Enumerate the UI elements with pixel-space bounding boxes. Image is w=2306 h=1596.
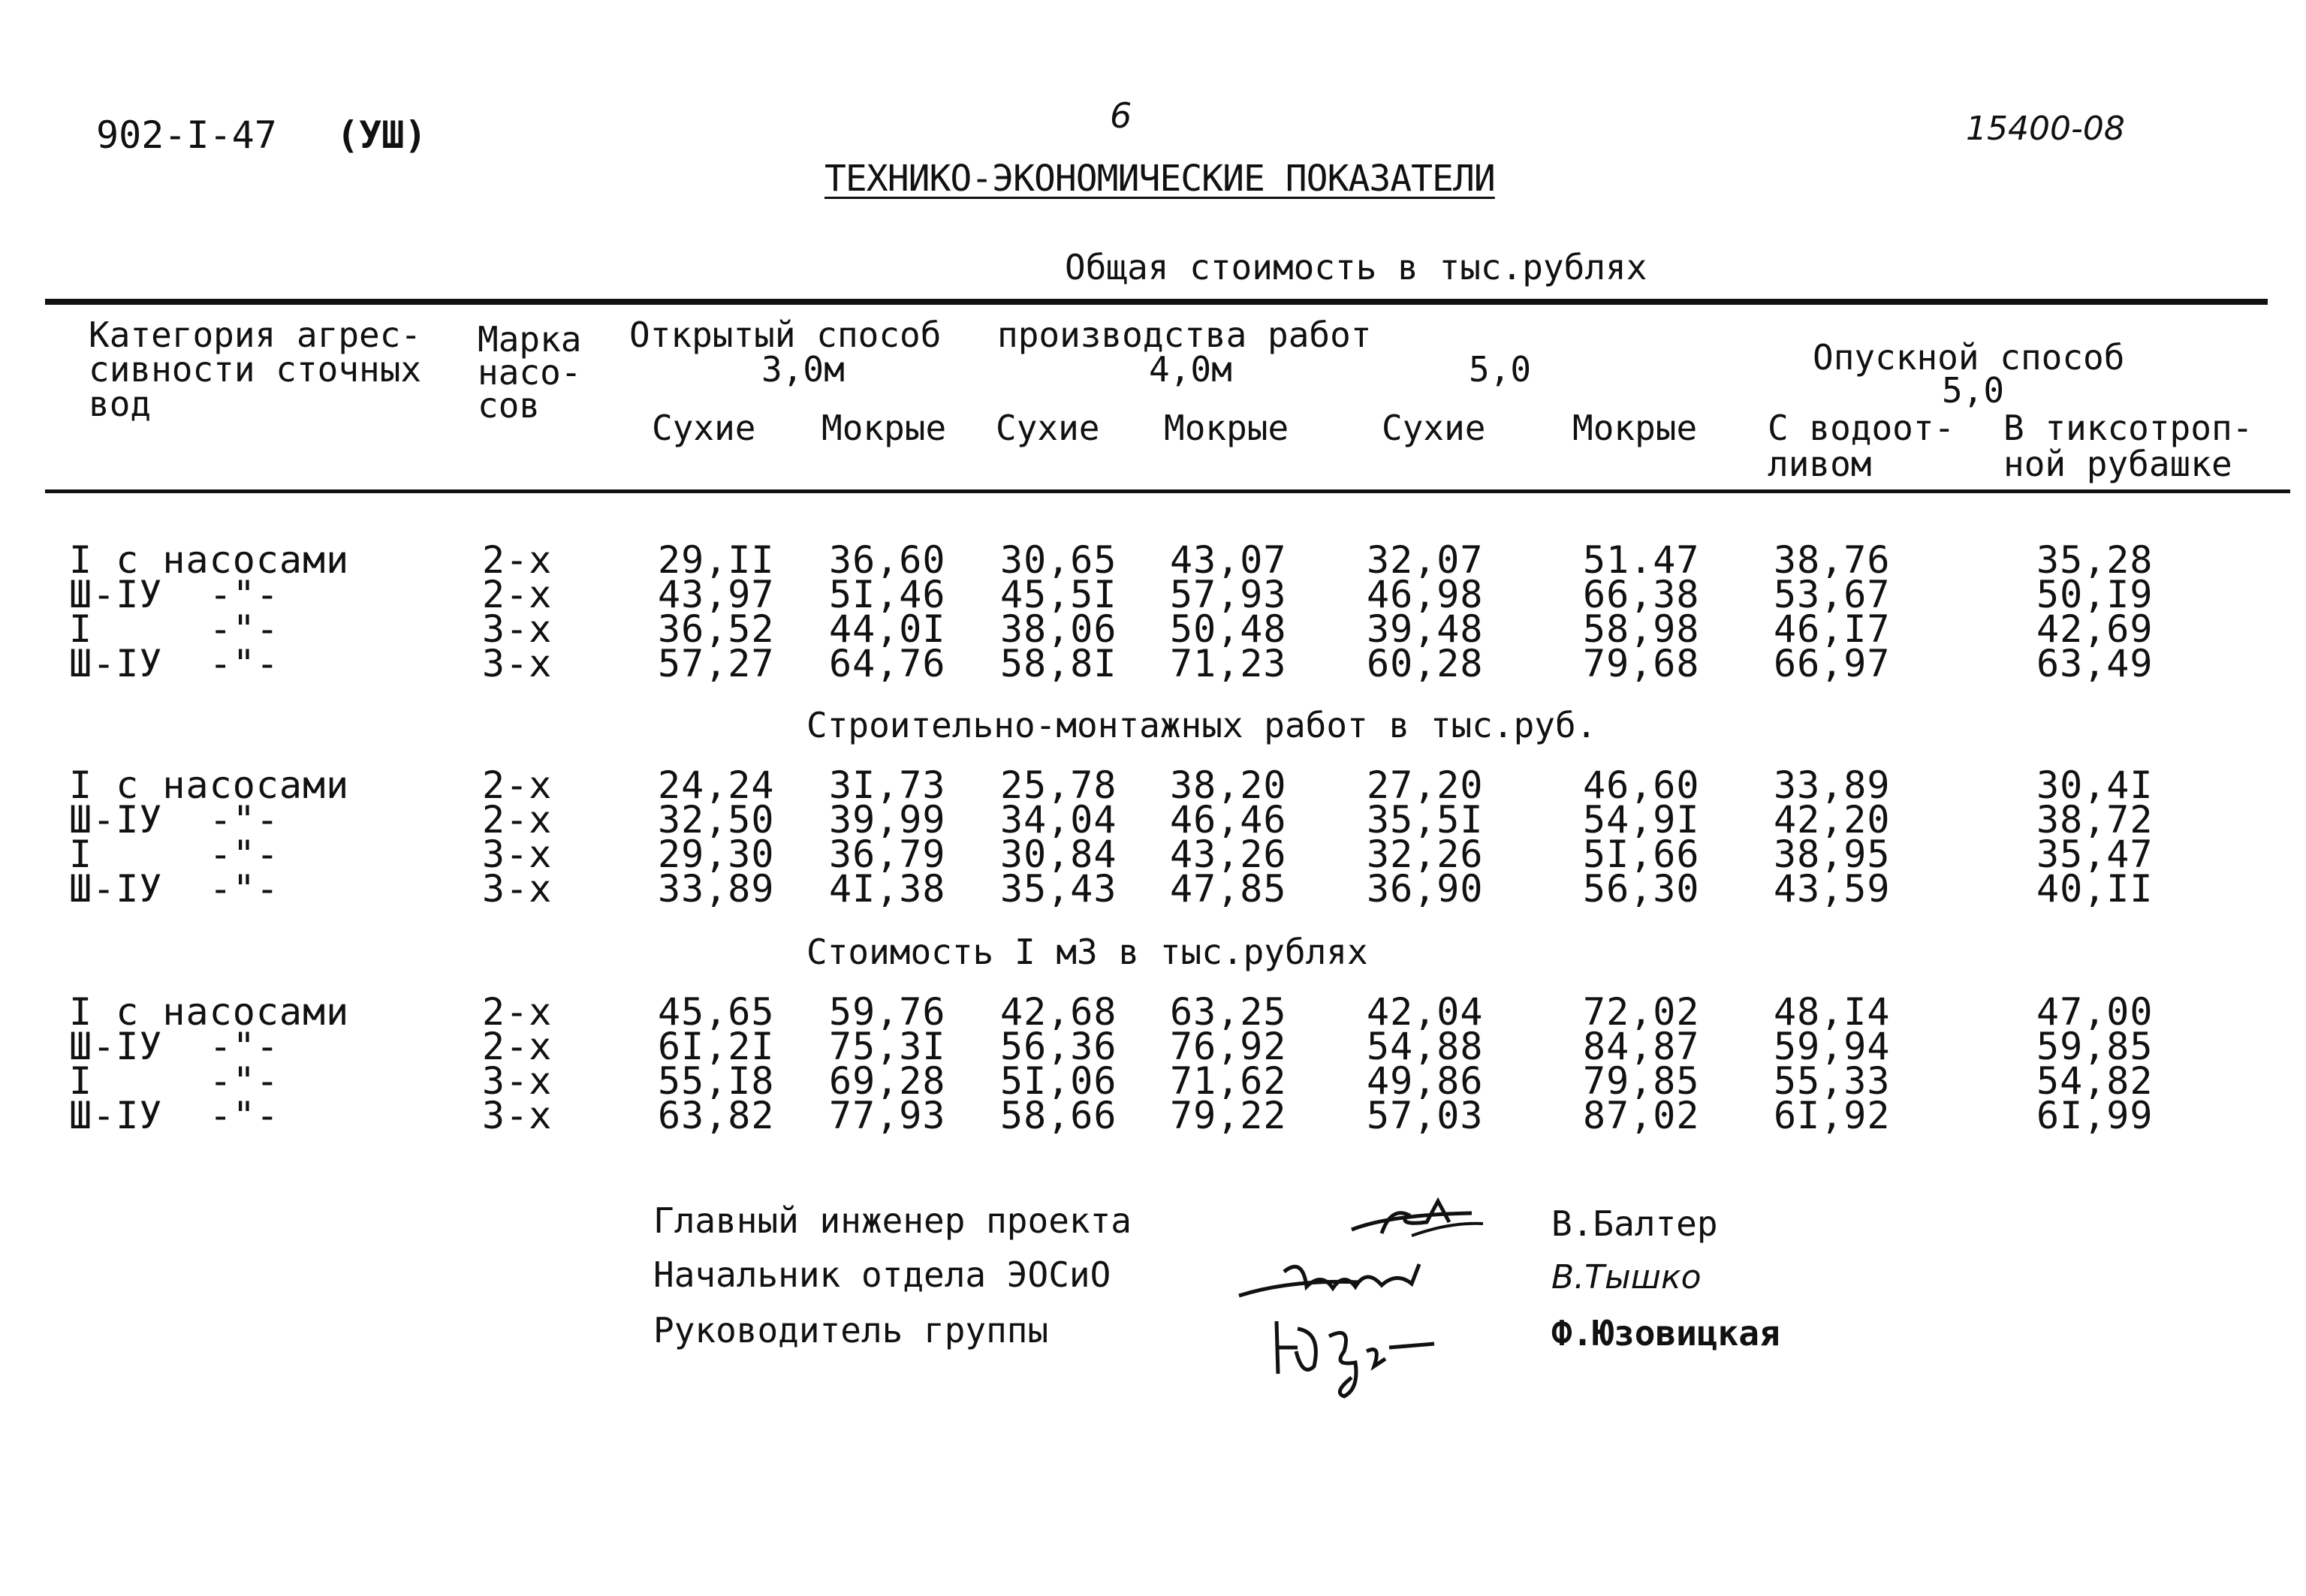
row-value: 57,93	[1170, 573, 1287, 616]
row-value: 55,I8	[658, 1059, 775, 1103]
row-value: 45,65	[658, 990, 775, 1034]
row-value: 87,02	[1583, 1094, 1700, 1137]
document-code: 902-I-47	[96, 113, 277, 157]
row-value: 36,90	[1367, 867, 1484, 911]
row-category: Ш-IУ -"-	[69, 867, 279, 911]
row-value: 29,30	[658, 833, 775, 876]
row-value: 79,85	[1583, 1059, 1700, 1103]
header-pumps-line1: Марка	[478, 319, 582, 360]
row-value: 54,88	[1367, 1025, 1484, 1068]
row-value: 36,52	[658, 607, 775, 651]
header-sink-depth: 5,0	[1942, 370, 2005, 411]
row-value: 42,69	[2036, 607, 2154, 651]
row-value: 43,59	[1774, 867, 1891, 911]
row-value: 58,98	[1583, 607, 1700, 651]
row-value: 38,76	[1774, 538, 1891, 582]
row-value: 42,20	[1774, 798, 1891, 842]
row-value: 35,43	[1000, 867, 1117, 911]
table-caption: Общая стоимость в тыс.рублях	[1065, 247, 1647, 288]
row-value: 38,95	[1774, 833, 1891, 876]
row-value: 56,36	[1000, 1025, 1117, 1068]
row-value: 42,04	[1367, 990, 1484, 1034]
document-code-suffix: (УШ)	[336, 113, 427, 157]
row-value: 5I,06	[1000, 1059, 1117, 1103]
row-value: 6I,92	[1774, 1094, 1891, 1137]
row-value: 49,86	[1367, 1059, 1484, 1103]
row-value: 4I,38	[829, 867, 946, 911]
row-category: I -"-	[69, 607, 279, 651]
row-value: 66,38	[1583, 573, 1700, 616]
page-title: ТЕХНИКО-ЭКОНОМИЧЕСКИЕ ПОКАЗАТЕЛИ	[824, 158, 1495, 200]
signature-role-group-leader: Руководитель группы	[653, 1310, 1049, 1351]
row-value: 30,4I	[2036, 763, 2154, 807]
row-value: 71,23	[1170, 642, 1287, 685]
row-value: 63,49	[2036, 642, 2154, 685]
row-category: Ш-IУ -"-	[69, 1025, 279, 1068]
row-value: 47,00	[2036, 990, 2154, 1034]
row-value: 38,06	[1000, 607, 1117, 651]
row-value: 5I,66	[1583, 833, 1700, 876]
row-value: 46,46	[1170, 798, 1287, 842]
row-category: I с насосами	[69, 538, 350, 582]
row-value: 35,47	[2036, 833, 2154, 876]
row-value: 45,5I	[1000, 573, 1117, 616]
row-value: 42,68	[1000, 990, 1117, 1034]
table-top-rule	[45, 299, 2268, 305]
row-value: 60,28	[1367, 642, 1484, 685]
row-value: 77,93	[829, 1094, 946, 1137]
row-value: 48,I4	[1774, 990, 1891, 1034]
row-value: 58,66	[1000, 1094, 1117, 1137]
header-drainage-line2: ливом	[1768, 444, 1872, 484]
row-value: 57,27	[658, 642, 775, 685]
row-value: 50,I9	[2036, 573, 2154, 616]
row-pumps: 2-х	[482, 573, 553, 616]
row-value: 39,99	[829, 798, 946, 842]
header-wet-5m: Мокрые	[1572, 408, 1698, 448]
row-value: 6I,2I	[658, 1025, 775, 1068]
header-depth-3m: 3,0м	[761, 349, 845, 390]
section-caption-construction: Строительно-монтажных работ в тыс.руб.	[806, 705, 1597, 745]
row-pumps: 2-х	[482, 763, 553, 807]
row-value: 43,97	[658, 573, 775, 616]
signature-name-department-head: В.Тышко	[1551, 1258, 1702, 1296]
signature-mark-chief-engineer	[1337, 1192, 1487, 1245]
row-value: 72,02	[1583, 990, 1700, 1034]
row-value: 54,82	[2036, 1059, 2154, 1103]
row-value: 25,78	[1000, 763, 1117, 807]
section-caption-unit-cost: Стоимость I м3 в тыс.рублях	[806, 932, 1368, 972]
row-value: 50,48	[1170, 607, 1287, 651]
row-value: 29,II	[658, 538, 775, 582]
sheet-code: 15400-08	[1966, 110, 2125, 148]
signature-role-department-head: Начальник отдела ЭОСиО	[653, 1254, 1111, 1295]
header-dry-3m: Сухие	[652, 408, 756, 448]
row-value: 71,62	[1170, 1059, 1287, 1103]
header-thixo-line1: В тиксотроп-	[2003, 408, 2253, 448]
row-pumps: 3-х	[482, 1059, 553, 1103]
row-value: 32,26	[1367, 833, 1484, 876]
row-pumps: 2-х	[482, 538, 553, 582]
row-value: 79,68	[1583, 642, 1700, 685]
row-pumps: 3-х	[482, 642, 553, 685]
row-value: 35,5I	[1367, 798, 1484, 842]
row-value: 63,82	[658, 1094, 775, 1137]
row-value: 66,97	[1774, 642, 1891, 685]
row-value: 75,3I	[829, 1025, 946, 1068]
row-value: 3I,73	[829, 763, 946, 807]
header-dry-4m: Сухие	[996, 408, 1100, 448]
row-value: 55,33	[1774, 1059, 1891, 1103]
row-category: I -"-	[69, 833, 279, 876]
row-value: 35,28	[2036, 538, 2154, 582]
header-wet-3m: Мокрые	[821, 408, 947, 448]
header-dry-5m: Сухие	[1382, 408, 1486, 448]
row-value: 34,04	[1000, 798, 1117, 842]
row-category: Ш-IУ -"-	[69, 642, 279, 685]
row-value: 46,60	[1583, 763, 1700, 807]
table-header-rule	[45, 489, 2290, 493]
row-pumps: 2-х	[482, 1025, 553, 1068]
row-value: 5I,46	[829, 573, 946, 616]
row-value: 30,65	[1000, 538, 1117, 582]
row-value: 38,20	[1170, 763, 1287, 807]
row-value: 36,60	[829, 538, 946, 582]
row-value: 53,67	[1774, 573, 1891, 616]
row-category: Ш-IУ -"-	[69, 573, 279, 616]
row-value: 46,98	[1367, 573, 1484, 616]
row-value: 36,79	[829, 833, 946, 876]
row-value: 69,28	[829, 1059, 946, 1103]
row-value: 57,03	[1367, 1094, 1484, 1137]
row-value: 27,20	[1367, 763, 1484, 807]
row-value: 40,II	[2036, 867, 2154, 911]
row-value: 33,89	[1774, 763, 1891, 807]
row-value: 33,89	[658, 867, 775, 911]
row-category: I -"-	[69, 1059, 279, 1103]
row-value: 54,9I	[1583, 798, 1700, 842]
signature-mark-group-leader	[1262, 1306, 1442, 1411]
signature-mark-department-head	[1231, 1249, 1457, 1309]
row-category: I с насосами	[69, 990, 350, 1034]
header-wet-4m: Мокрые	[1164, 408, 1289, 448]
row-pumps: 2-х	[482, 990, 553, 1034]
row-value: 59,76	[829, 990, 946, 1034]
row-value: 79,22	[1170, 1094, 1287, 1137]
row-value: 39,48	[1367, 607, 1484, 651]
row-value: 58,8I	[1000, 642, 1117, 685]
header-pumps-line2: насо-	[478, 352, 582, 393]
row-value: 43,26	[1170, 833, 1287, 876]
row-value: 43,07	[1170, 538, 1287, 582]
header-production: производства работ	[997, 315, 1372, 355]
header-pumps-line3: сов	[478, 385, 541, 426]
row-value: 32,50	[658, 798, 775, 842]
row-value: 64,76	[829, 642, 946, 685]
row-value: 56,30	[1583, 867, 1700, 911]
row-category: Ш-IУ -"-	[69, 1094, 279, 1137]
header-drainage-line1: С водоот-	[1768, 408, 1955, 448]
row-value: 84,87	[1583, 1025, 1700, 1068]
header-category-line2: сивности сточных	[89, 349, 422, 390]
row-value: 76,92	[1170, 1025, 1287, 1068]
header-depth-4m: 4,0м	[1149, 349, 1232, 390]
header-open-method: Открытый способ	[629, 315, 942, 355]
header-category-line1: Категория агрес-	[89, 315, 422, 355]
row-value: 59,85	[2036, 1025, 2154, 1068]
row-value: 51.47	[1583, 538, 1700, 582]
row-pumps: 3-х	[482, 1094, 553, 1137]
page-number: 6	[1110, 95, 1132, 136]
signature-name-chief-engineer: В.Балтер	[1551, 1203, 1718, 1244]
row-value: 30,84	[1000, 833, 1117, 876]
row-value: 24,24	[658, 763, 775, 807]
row-value: 63,25	[1170, 990, 1287, 1034]
row-category: Ш-IУ -"-	[69, 798, 279, 842]
signature-name-group-leader: Ф.Юзовицкая	[1551, 1313, 1780, 1354]
row-value: 6I,99	[2036, 1094, 2154, 1137]
header-depth-5m: 5,0	[1469, 349, 1532, 390]
row-pumps: 3-х	[482, 607, 553, 651]
row-value: 38,72	[2036, 798, 2154, 842]
header-sink-method: Опускной способ	[1813, 337, 2125, 378]
row-value: 46,I7	[1774, 607, 1891, 651]
header-category-line3: вод	[89, 384, 152, 424]
row-pumps: 3-х	[482, 867, 553, 911]
row-pumps: 2-х	[482, 798, 553, 842]
row-value: 59,94	[1774, 1025, 1891, 1068]
row-pumps: 3-х	[482, 833, 553, 876]
row-category: I с насосами	[69, 763, 350, 807]
row-value: 32,07	[1367, 538, 1484, 582]
signature-role-chief-engineer: Главный инженер проекта	[653, 1200, 1132, 1241]
row-value: 47,85	[1170, 867, 1287, 911]
row-value: 44,0I	[829, 607, 946, 651]
header-thixo-line2: ной рубашке	[2003, 444, 2232, 484]
